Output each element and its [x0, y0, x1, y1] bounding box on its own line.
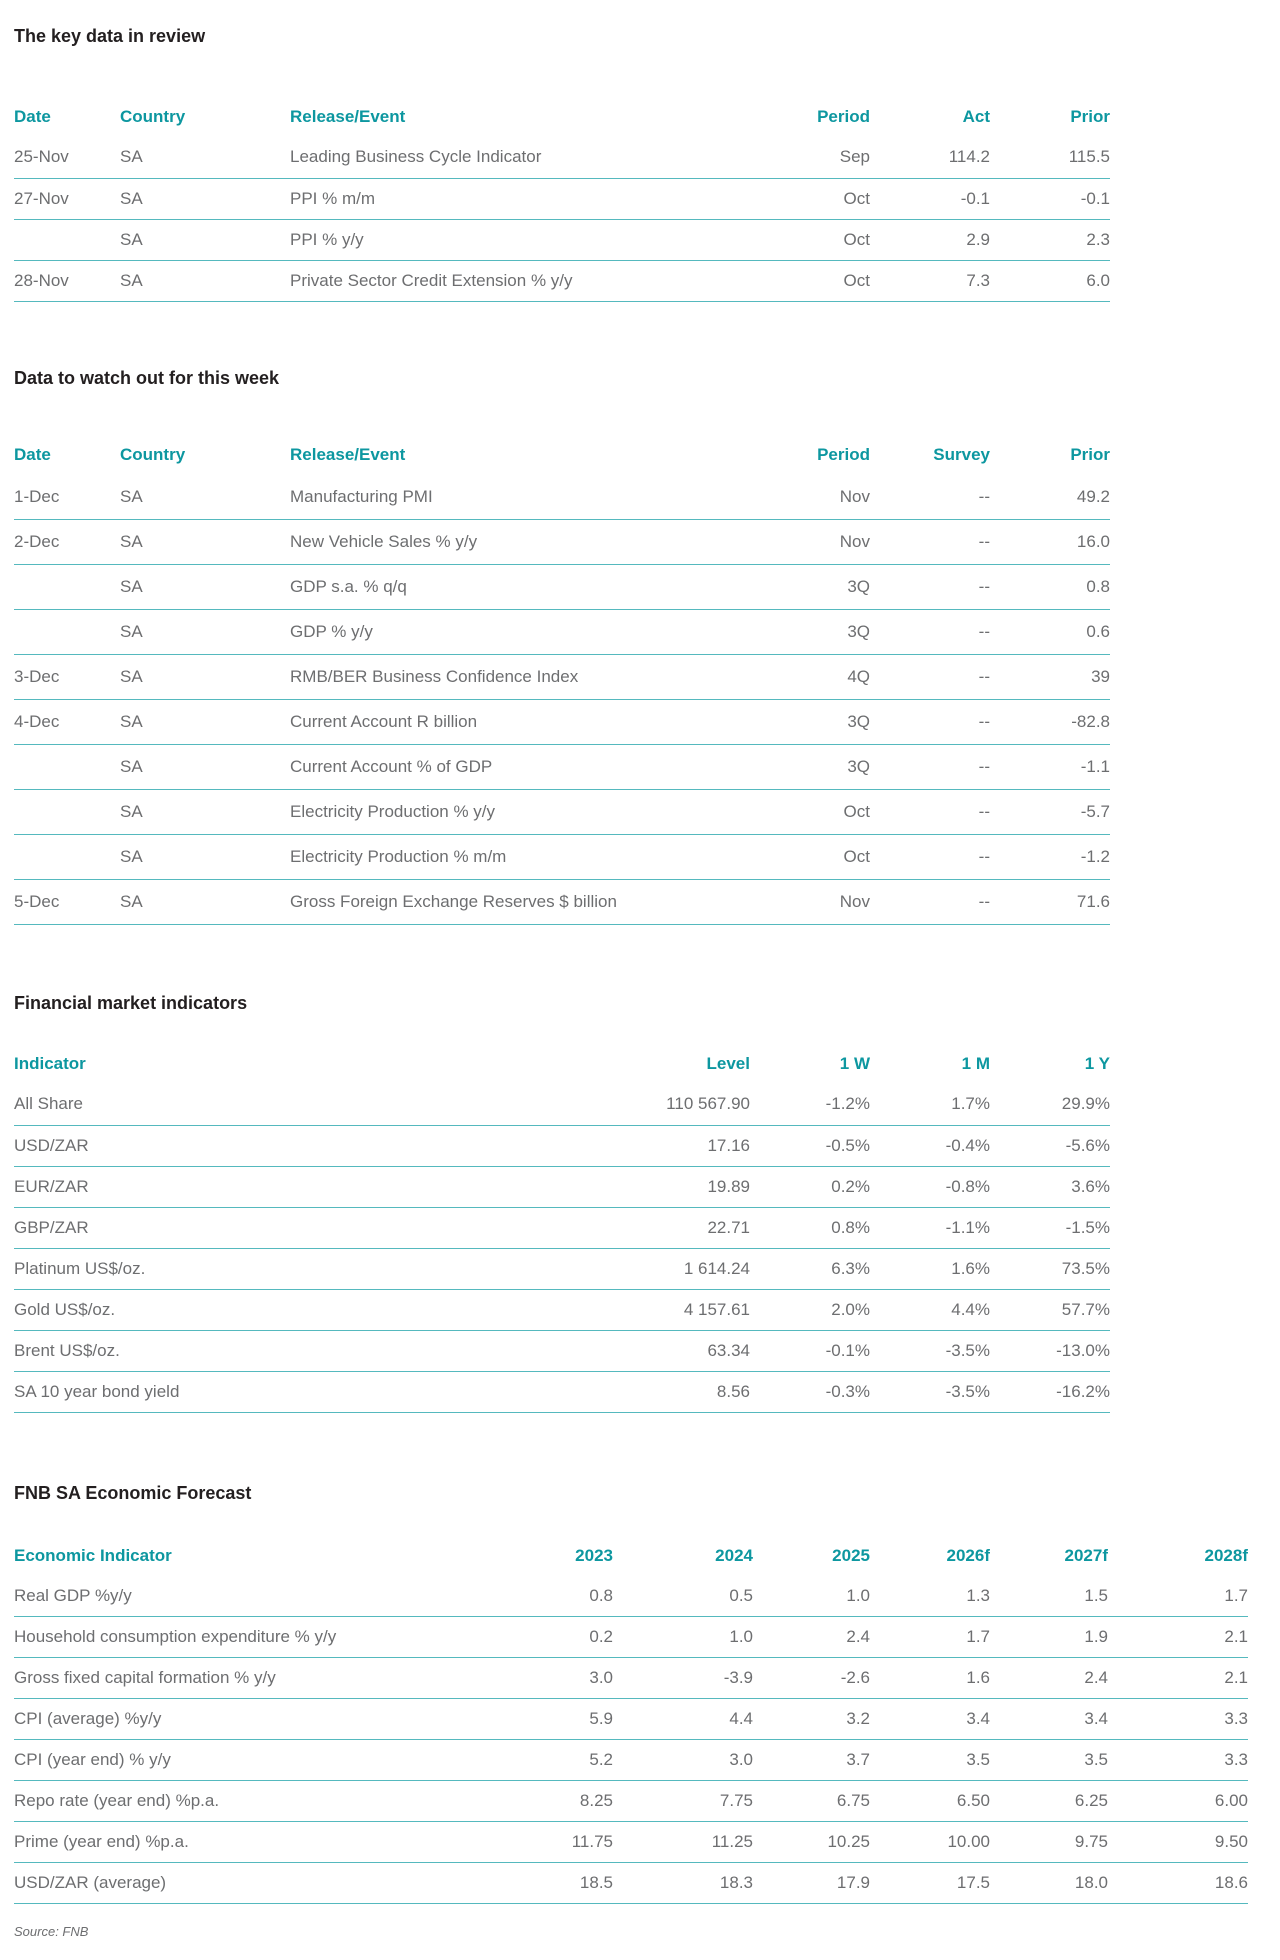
- table-cell: CPI (average) %y/y: [14, 1699, 479, 1740]
- table-cell: --: [870, 880, 990, 925]
- table-cell: 114.2: [870, 137, 990, 178]
- table-cell: Oct: [654, 219, 870, 260]
- table-row: [14, 1084, 1110, 1125]
- table-row: [14, 1740, 1248, 1781]
- table-header-row: [14, 435, 1110, 475]
- table-row: [14, 1248, 1110, 1289]
- table-header-row: [14, 1044, 1110, 1084]
- table-cell: 6.00: [1108, 1781, 1248, 1822]
- table-cell: SA: [120, 835, 290, 880]
- table-row: [14, 610, 1110, 655]
- table-cell: 18.3: [613, 1863, 753, 1904]
- table-cell: 3.3: [1108, 1740, 1248, 1781]
- table-cell: 3Q: [654, 565, 870, 610]
- table-cell: -16.2%: [990, 1371, 1110, 1412]
- table-cell: -3.5%: [870, 1371, 990, 1412]
- table-cell: 3Q: [654, 700, 870, 745]
- table-cell: -82.8: [990, 700, 1110, 745]
- table-cell: 7.3: [870, 260, 990, 301]
- column-header: Date: [14, 107, 51, 126]
- table-cell: SA: [120, 655, 290, 700]
- table-cell: 28-Nov: [14, 260, 120, 301]
- table-cell: -1.5%: [990, 1207, 1110, 1248]
- table-cell: USD/ZAR: [14, 1125, 510, 1166]
- table-cell: --: [870, 475, 990, 520]
- table-cell: -0.8%: [870, 1166, 990, 1207]
- table-cell: 19.89: [510, 1166, 750, 1207]
- table-cell: 1.7: [1108, 1576, 1248, 1617]
- table-cell: Platinum US$/oz.: [14, 1248, 510, 1289]
- table-cell: 1.0: [613, 1617, 753, 1658]
- table-row: [14, 1781, 1248, 1822]
- table-cell: SA: [120, 880, 290, 925]
- table-cell: SA: [120, 137, 290, 178]
- table-cell: GBP/ZAR: [14, 1207, 510, 1248]
- table-cell: 11.75: [479, 1822, 613, 1863]
- column-header: 1 Y: [1084, 1054, 1110, 1073]
- table-cell: 3.5: [870, 1740, 990, 1781]
- key-data-review-table: [14, 97, 1110, 302]
- table-cell: 17.9: [753, 1863, 870, 1904]
- table-cell: --: [870, 790, 990, 835]
- table-cell: 18.0: [990, 1863, 1108, 1904]
- table-row: [14, 1863, 1248, 1904]
- column-header: Act: [962, 107, 990, 126]
- table-cell: 2.1: [1108, 1617, 1248, 1658]
- table-cell: Oct: [654, 260, 870, 301]
- table-cell: -0.1: [870, 178, 990, 219]
- column-header: 1 W: [839, 1054, 870, 1073]
- table-cell: Leading Business Cycle Indicator: [290, 137, 654, 178]
- table-cell: Oct: [654, 835, 870, 880]
- table-cell: --: [870, 835, 990, 880]
- table-cell: 11.25: [613, 1822, 753, 1863]
- column-header: 2025: [832, 1545, 870, 1565]
- table-row: [14, 1330, 1110, 1371]
- table-cell: 7.75: [613, 1781, 753, 1822]
- table-cell: 3-Dec: [14, 655, 120, 700]
- table-cell: Prime (year end) %p.a.: [14, 1822, 479, 1863]
- table-cell: Manufacturing PMI: [290, 475, 654, 520]
- table-cell: -13.0%: [990, 1330, 1110, 1371]
- table-cell: 0.6: [990, 610, 1110, 655]
- table-cell: 1.9: [990, 1617, 1108, 1658]
- table-cell: 29.9%: [990, 1084, 1110, 1125]
- table-cell: PPI % m/m: [290, 178, 654, 219]
- table-row: [14, 1822, 1248, 1863]
- table-row: [14, 178, 1110, 219]
- table-row: [14, 219, 1110, 260]
- table-cell: 1.6%: [870, 1248, 990, 1289]
- column-header: Prior: [1070, 107, 1110, 126]
- table-cell: 3.4: [990, 1699, 1108, 1740]
- table-cell: 49.2: [990, 475, 1110, 520]
- table-cell: 18.5: [479, 1863, 613, 1904]
- table-cell: Household consumption expenditure % y/y: [14, 1617, 479, 1658]
- table-cell: [14, 835, 120, 880]
- table-cell: 1.7: [870, 1617, 990, 1658]
- table-cell: 2.1: [1108, 1658, 1248, 1699]
- table-cell: 2.4: [753, 1617, 870, 1658]
- table-cell: 4Q: [654, 655, 870, 700]
- table-cell: 0.2%: [750, 1166, 870, 1207]
- table-cell: -1.2: [990, 835, 1110, 880]
- table-cell: SA: [120, 178, 290, 219]
- table-cell: --: [870, 610, 990, 655]
- table-cell: SA: [120, 700, 290, 745]
- table-cell: -0.1%: [750, 1330, 870, 1371]
- table-cell: 1.3: [870, 1576, 990, 1617]
- table-cell: 22.71: [510, 1207, 750, 1248]
- table-cell: SA: [120, 790, 290, 835]
- table-cell: Repo rate (year end) %p.a.: [14, 1781, 479, 1822]
- table-cell: SA: [120, 260, 290, 301]
- table-cell: 71.6: [990, 880, 1110, 925]
- table-cell: 0.8: [990, 565, 1110, 610]
- table-cell: -3.9: [613, 1658, 753, 1699]
- table-row: [14, 880, 1110, 925]
- table-cell: 5.2: [479, 1740, 613, 1781]
- table-cell: Brent US$/oz.: [14, 1330, 510, 1371]
- table-row: [14, 1371, 1110, 1412]
- column-header: 2026f: [946, 1545, 990, 1565]
- data-to-watch-table: [14, 435, 1110, 926]
- table-row: [14, 745, 1110, 790]
- table-cell: -1.2%: [750, 1084, 870, 1125]
- table-cell: --: [870, 565, 990, 610]
- table-cell: 6.0: [990, 260, 1110, 301]
- table-cell: 16.0: [990, 520, 1110, 565]
- table-cell: Sep: [654, 137, 870, 178]
- section-title-financial-market-indicators: Financial market indicators: [14, 993, 248, 1013]
- table-cell: 3.0: [479, 1658, 613, 1699]
- table-cell: 6.50: [870, 1781, 990, 1822]
- table-cell: Current Account R billion: [290, 700, 654, 745]
- column-header: Release/Event: [290, 107, 406, 126]
- table-cell: 8.56: [510, 1371, 750, 1412]
- table-cell: -2.6: [753, 1658, 870, 1699]
- table-cell: PPI % y/y: [290, 219, 654, 260]
- table-cell: 27-Nov: [14, 178, 120, 219]
- table-cell: 3.7: [753, 1740, 870, 1781]
- table-cell: Gold US$/oz.: [14, 1289, 510, 1330]
- economic-forecast-table: [14, 1536, 1248, 1905]
- table-cell: [14, 565, 120, 610]
- table-cell: SA 10 year bond yield: [14, 1371, 510, 1412]
- column-header: 2028f: [1204, 1545, 1248, 1565]
- table-cell: 110 567.90: [510, 1084, 750, 1125]
- table-cell: 2.4: [990, 1658, 1108, 1699]
- table-cell: 3.0: [613, 1740, 753, 1781]
- table-cell: 10.00: [870, 1822, 990, 1863]
- table-cell: 4.4: [613, 1699, 753, 1740]
- table-header-row: [14, 1536, 1248, 1576]
- table-row: [14, 835, 1110, 880]
- table-cell: -0.1: [990, 178, 1110, 219]
- table-cell: 17.16: [510, 1125, 750, 1166]
- table-cell: -0.4%: [870, 1125, 990, 1166]
- column-header: Prior: [1070, 444, 1110, 464]
- table-cell: 0.8: [479, 1576, 613, 1617]
- table-row: [14, 475, 1110, 520]
- table-cell: Gross Foreign Exchange Reserves $ billion: [290, 880, 654, 925]
- table-cell: EUR/ZAR: [14, 1166, 510, 1207]
- table-cell: 0.5: [613, 1576, 753, 1617]
- table-cell: --: [870, 745, 990, 790]
- table-cell: 4-Dec: [14, 700, 120, 745]
- table-cell: 73.5%: [990, 1248, 1110, 1289]
- table-cell: Real GDP %y/y: [14, 1576, 479, 1617]
- section-title-fnb-economic-forecast: FNB SA Economic Forecast: [14, 1482, 252, 1503]
- table-cell: Nov: [654, 520, 870, 565]
- table-cell: 3Q: [654, 745, 870, 790]
- table-cell: 3.5: [990, 1740, 1108, 1781]
- table-cell: 1 614.24: [510, 1248, 750, 1289]
- table-cell: --: [870, 520, 990, 565]
- table-cell: 2.3: [990, 219, 1110, 260]
- financial-market-indicators-table: [14, 1044, 1110, 1413]
- table-cell: 0.2: [479, 1617, 613, 1658]
- table-row: [14, 137, 1110, 178]
- table-cell: Nov: [654, 475, 870, 520]
- table-cell: CPI (year end) % y/y: [14, 1740, 479, 1781]
- table-cell: 5.9: [479, 1699, 613, 1740]
- column-header: Period: [817, 107, 870, 126]
- source-note: Source: FNB: [14, 1924, 89, 1939]
- table-cell: 0.8%: [750, 1207, 870, 1248]
- table-cell: SA: [120, 610, 290, 655]
- column-header: 1 M: [961, 1054, 990, 1073]
- table-cell: Oct: [654, 790, 870, 835]
- table-cell: [14, 219, 120, 260]
- table-cell: 3.3: [1108, 1699, 1248, 1740]
- table-cell: 1.7%: [870, 1084, 990, 1125]
- table-cell: 3.4: [870, 1699, 990, 1740]
- table-cell: 6.25: [990, 1781, 1108, 1822]
- table-row: [14, 1617, 1248, 1658]
- table-cell: 18.6: [1108, 1863, 1248, 1904]
- column-header: Release/Event: [290, 444, 406, 464]
- table-header-row: [14, 97, 1110, 137]
- table-row: [14, 520, 1110, 565]
- table-cell: Current Account % of GDP: [290, 745, 654, 790]
- table-row: [14, 260, 1110, 301]
- table-cell: Gross fixed capital formation % y/y: [14, 1658, 479, 1699]
- table-cell: 1.0: [753, 1576, 870, 1617]
- column-header: Indicator: [14, 1054, 86, 1073]
- table-cell: 3.2: [753, 1699, 870, 1740]
- table-cell: 4 157.61: [510, 1289, 750, 1330]
- table-cell: Electricity Production % m/m: [290, 835, 654, 880]
- table-cell: [14, 745, 120, 790]
- table-cell: RMB/BER Business Confidence Index: [290, 655, 654, 700]
- table-cell: SA: [120, 745, 290, 790]
- table-cell: 3Q: [654, 610, 870, 655]
- table-cell: 10.25: [753, 1822, 870, 1863]
- table-row: [14, 790, 1110, 835]
- table-cell: Nov: [654, 880, 870, 925]
- table-cell: 115.5: [990, 137, 1110, 178]
- section-title-key-data-review: The key data in review: [14, 26, 206, 46]
- column-header: Economic Indicator: [14, 1545, 172, 1565]
- column-header: 2023: [575, 1545, 613, 1565]
- table-cell: -3.5%: [870, 1330, 990, 1371]
- table-cell: 6.3%: [750, 1248, 870, 1289]
- section-title-data-to-watch: Data to watch out for this week: [14, 367, 280, 388]
- table-cell: --: [870, 655, 990, 700]
- table-row: [14, 1125, 1110, 1166]
- column-header: Period: [817, 444, 870, 464]
- table-row: [14, 655, 1110, 700]
- table-cell: Oct: [654, 178, 870, 219]
- table-cell: SA: [120, 565, 290, 610]
- table-cell: USD/ZAR (average): [14, 1863, 479, 1904]
- table-cell: GDP % y/y: [290, 610, 654, 655]
- table-cell: 63.34: [510, 1330, 750, 1371]
- table-cell: All Share: [14, 1084, 510, 1125]
- table-cell: -5.6%: [990, 1125, 1110, 1166]
- table-cell: Private Sector Credit Extension % y/y: [290, 260, 654, 301]
- table-cell: 1-Dec: [14, 475, 120, 520]
- column-header: Country: [120, 107, 186, 126]
- table-row: [14, 565, 1110, 610]
- column-header: 2024: [715, 1545, 753, 1565]
- table-cell: 2.0%: [750, 1289, 870, 1330]
- table-cell: -0.5%: [750, 1125, 870, 1166]
- table-cell: -1.1%: [870, 1207, 990, 1248]
- table-cell: SA: [120, 520, 290, 565]
- table-cell: [14, 790, 120, 835]
- column-header: Level: [706, 1054, 750, 1073]
- column-header: Survey: [933, 444, 990, 464]
- table-cell: 2-Dec: [14, 520, 120, 565]
- table-cell: 6.75: [753, 1781, 870, 1822]
- table-cell: [14, 610, 120, 655]
- table-row: [14, 1576, 1248, 1617]
- column-header: Date: [14, 444, 51, 464]
- table-cell: 1.6: [870, 1658, 990, 1699]
- table-cell: SA: [120, 475, 290, 520]
- table-cell: --: [870, 700, 990, 745]
- table-cell: 39: [990, 655, 1110, 700]
- column-header: Country: [120, 444, 186, 464]
- table-cell: 3.6%: [990, 1166, 1110, 1207]
- column-header: 2027f: [1064, 1545, 1108, 1565]
- table-cell: 2.9: [870, 219, 990, 260]
- table-cell: 17.5: [870, 1863, 990, 1904]
- table-cell: -1.1: [990, 745, 1110, 790]
- table-cell: -0.3%: [750, 1371, 870, 1412]
- table-cell: New Vehicle Sales % y/y: [290, 520, 654, 565]
- table-row: [14, 1166, 1110, 1207]
- table-row: [14, 1207, 1110, 1248]
- table-row: [14, 1658, 1248, 1699]
- table-cell: SA: [120, 219, 290, 260]
- table-cell: 5-Dec: [14, 880, 120, 925]
- table-cell: 57.7%: [990, 1289, 1110, 1330]
- table-cell: 8.25: [479, 1781, 613, 1822]
- table-cell: -5.7: [990, 790, 1110, 835]
- table-cell: 9.75: [990, 1822, 1108, 1863]
- table-row: [14, 700, 1110, 745]
- table-cell: 4.4%: [870, 1289, 990, 1330]
- table-cell: GDP s.a. % q/q: [290, 565, 654, 610]
- table-cell: 9.50: [1108, 1822, 1248, 1863]
- table-row: [14, 1699, 1248, 1740]
- table-cell: 25-Nov: [14, 137, 120, 178]
- table-cell: 1.5: [990, 1576, 1108, 1617]
- table-cell: Electricity Production % y/y: [290, 790, 654, 835]
- table-row: [14, 1289, 1110, 1330]
